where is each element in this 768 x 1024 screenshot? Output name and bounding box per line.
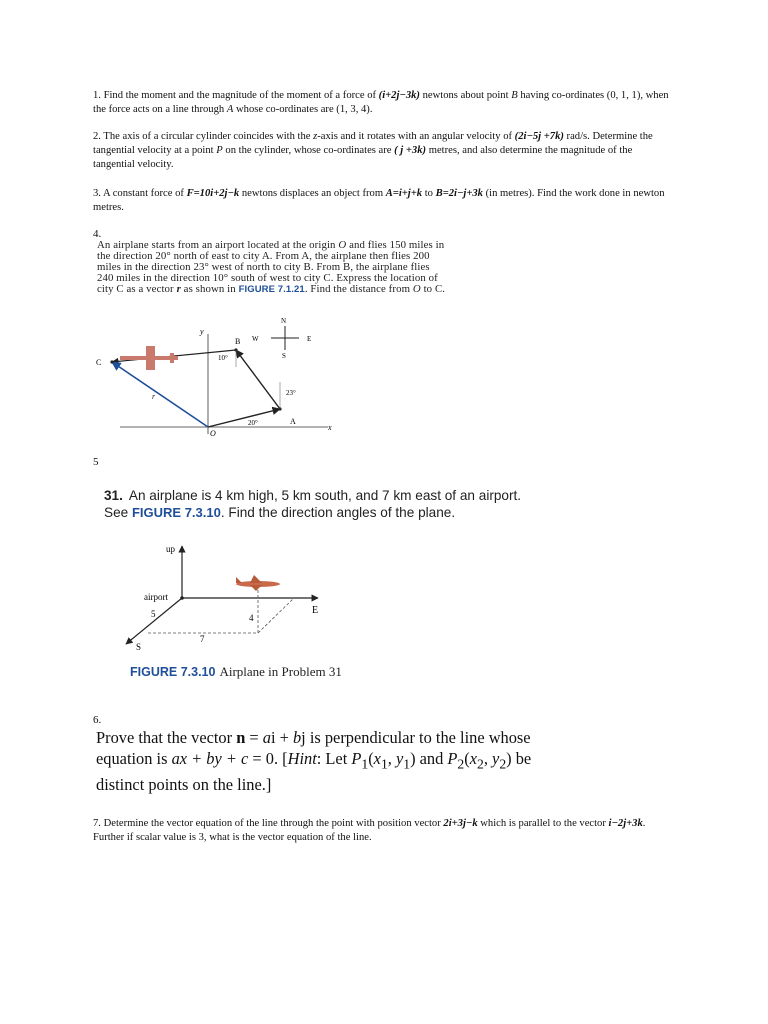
figure-7-3-10-ref: FIGURE 7.3.10 [131,505,221,520]
question-6-number: 6. [93,714,102,726]
airport-plane-diagram [118,542,338,654]
question-7: 7. Determine the vector equation of the line through the point with position vector 2i+3j−k which is parallel to the vector i−2j+3k. Further if scalar value is 3, what is the vector equation of the line. [93,818,646,843]
airplane-icon [120,346,178,370]
angle-23-label: 23° [286,389,296,397]
airport-label: airport [144,592,168,602]
question-3: 3. A constant force of F=10i+2j−k newtons displaces an object from A=i+j+k to B=2i−j+3k (in metres). Find the work done in newton metres. [93,188,665,213]
vector-r [112,362,208,427]
question-1: 1. Find the moment and the magnitude of the moment of a force of (i+2j−3k) newtons about point B having co-ordinates (0, 1, 1), when the force acts on a line through A whose co-ordinates are (1, 3, 4). [93,90,669,115]
figure-7-1-21-ref: FIGURE 7.1.21 [238,283,305,295]
compass-n: N [281,317,287,325]
leg-a-to-b [236,350,280,409]
leg-o-to-a [208,409,280,427]
angle-20-label: 20° [248,419,258,427]
question-4-text: An airplane starts from an airport located at the origin O and flies 150 miles in the direction 20° north of east to city A. From A, the airplane then flies 200 miles in the direction 23° west of north to city B. From B, the airplane flies 240 miles in the direction 10° south of west to city C. Express the location of city C as a vector r as shown in FIGURE 7.1.21. Find the distance from O to C. [97,239,446,295]
airplane-icon [236,575,280,591]
question-5-number: 5 [93,456,99,468]
question-6-text: Prove that the vector n = ai + bj is perpendicular to the line whose equation is ax + by + c = 0. [Hint: Let $P_1(x_1$, $y_1$) and $P_2(x_2$, $y_2$) be distinct points on the line.] [96,728,532,795]
south-axis [126,598,182,644]
seven-label: 7 [200,634,205,644]
compass-e: E [307,335,312,343]
figure-7-3-10-caption: FIGURE 7.3.10 Airplane in Problem 31 [130,664,342,679]
south-label: S [136,642,142,652]
angle-10-label: 10° [218,354,228,362]
point-b-label: B [235,337,241,346]
x-label: x [328,423,332,432]
five-label: 5 [151,609,156,619]
problem-31-text: 31. An airplane is 4 km high, 5 km south, and 7 km east of an airport. See FIGURE 7.3.10. Find the direction angles of the plane. [104,488,522,520]
up-label: up [166,544,175,554]
point-c-label: C [96,358,102,367]
y-label: y [200,327,204,336]
compass-w: W [252,335,259,343]
question-2: 2. The axis of a circular cylinder coincides with the z-axis and it rotates with an angular velocity of (2i−5j +7k) rad/s. Determine the tangential velocity at a point P on the cylinder, whose co-ordinates are ( j +3k) metres, and also determine the magnitude of the tangential velocity. [93,131,653,170]
airplane-route-diagram [90,312,340,442]
projection-lines [148,598,294,633]
compass-s: S [282,352,286,360]
four-label: 4 [249,613,254,623]
vector-r-label: r [152,392,156,401]
east-label: E [312,605,319,616]
question-4-number: 4. [93,228,102,240]
origin-label: O [210,429,216,438]
compass-icon [252,317,311,360]
point-a-label: A [290,417,296,426]
